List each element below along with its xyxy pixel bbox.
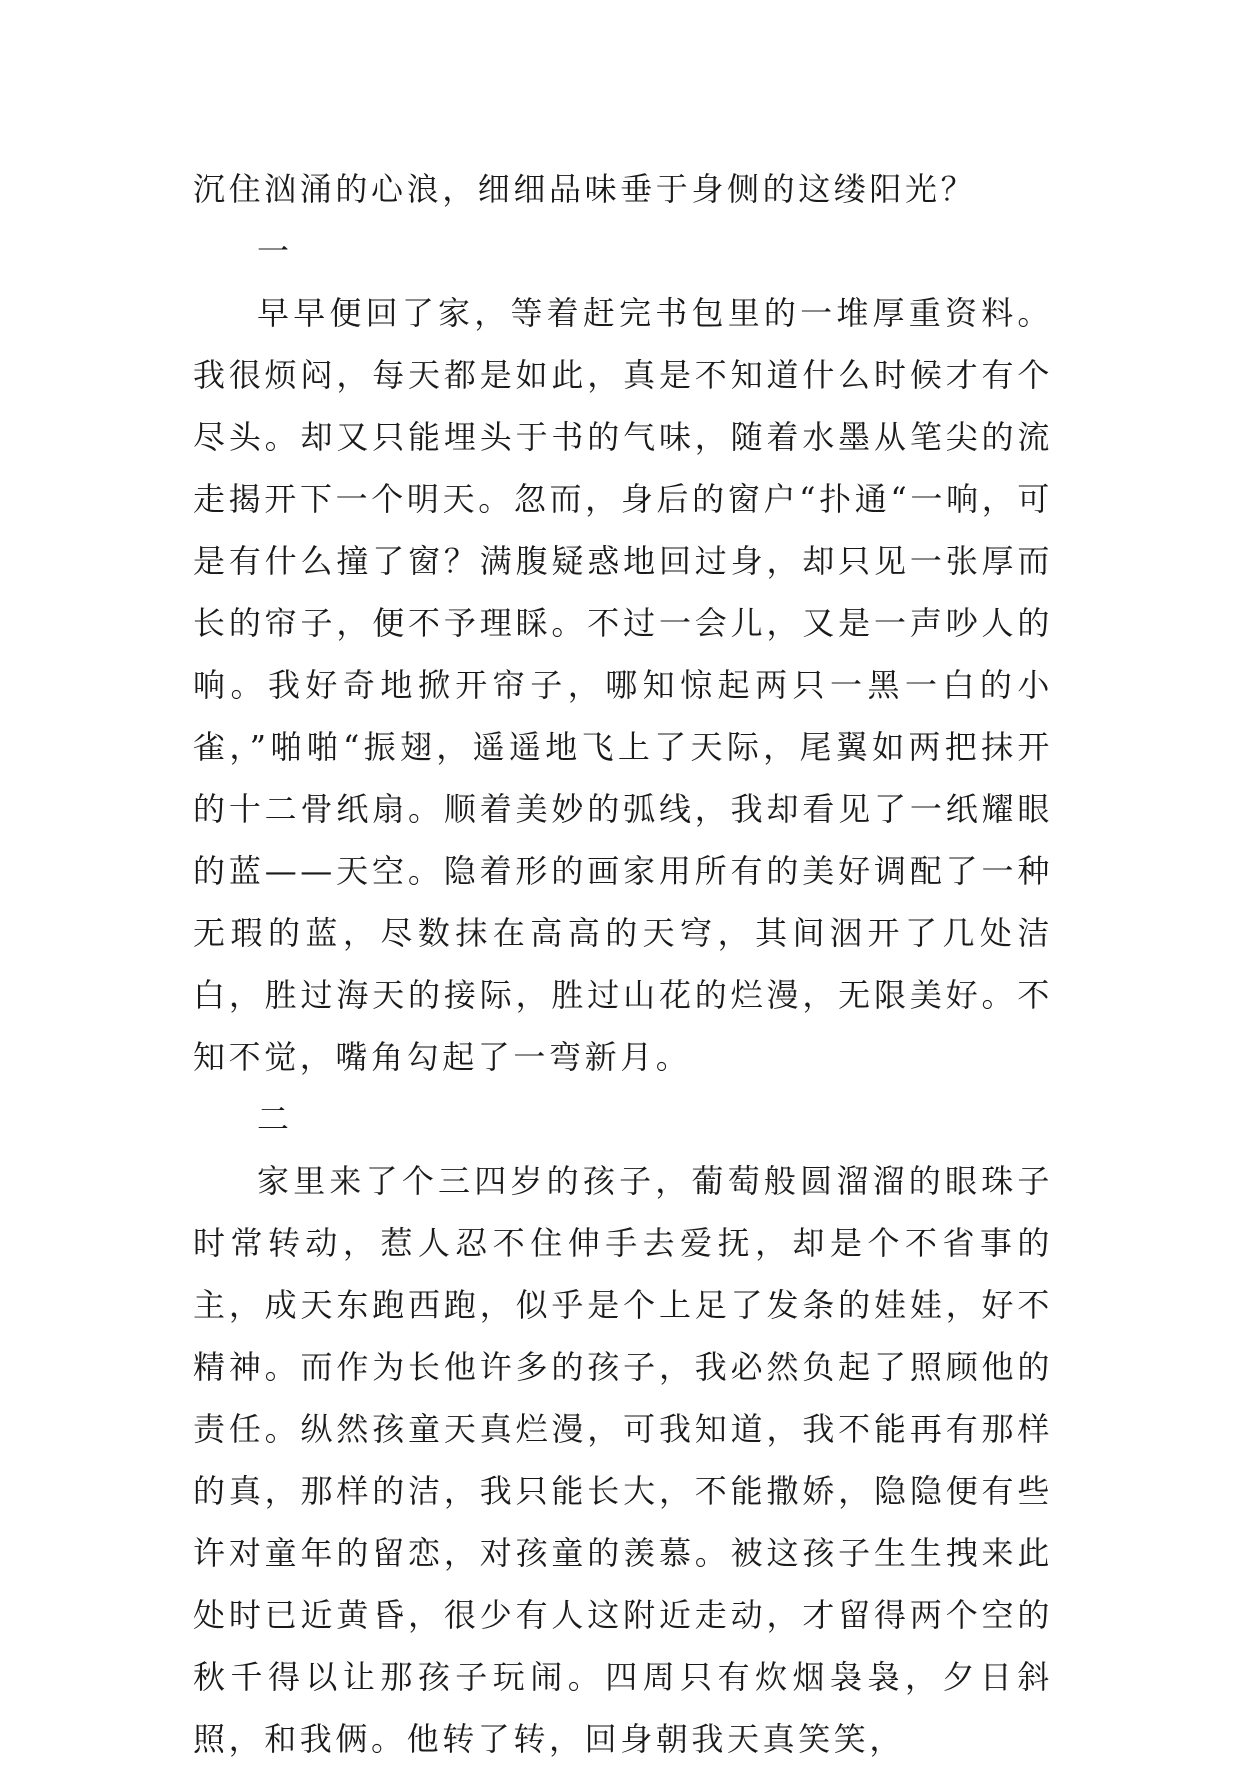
section-heading-one: 一: [257, 232, 293, 270]
paragraph-section-one: 早早便回了家，等着赶完书包里的一堆厚重资料。我很烦闷，每天都是如此，真是不知道什么时候才有个尽头。却又只能埋头于书的气味，随着水墨从笔尖的流走揭开下一个明天。忽而，身后的窗户“扑通“一响，可是有什么撞了窗？满腹疑惑地回过身，却只见一张厚而长的帘子，便不予理睬。不过一会儿，又是一声吵人的响。我好奇地掀开帘子，哪知惊起两只一黑一白的小雀，”啪啪“振翅，遥遥地飞上了天际，尾翼如两把抹开的十二骨纸扇。顺着美妙的弧线，我却看见了一纸耀眼的蓝——天空。隐着形的画家用所有的美好调配了一种无瑕的蓝，尽数抹在高高的天穹，其间洇开了几处洁白，胜过海天的接际，胜过山花的烂漫，无限美好。不知不觉，嘴角勾起了一弯新月。: [193, 294, 1053, 1076]
paragraph-section-two: 家里来了个三四岁的孩子，葡萄般圆溜溜的眼珠子时常转动，惹人忍不住伸手去爱抚，却是个不省事的主，成天东跑西跑，似乎是个上足了发条的娃娃，好不精神。而作为长他许多的孩子，我必然负起了照顾他的责任。纵然孩童天真烂漫，可我知道，我不能再有那样的真，那样的洁，我只能长大，不能撒娇，隐隐便有些许对童年的留恋，对孩童的羡慕。被这孩子生生拽来此处时已近黄昏，很少有人这附近走动，才留得两个空的秋千得以让那孩子玩闹。四周只有炊烟袅袅，夕日斜照，和我俩。他转了转，回身朝我天真笑笑，: [193, 1162, 1053, 1758]
paragraph-continuation: 沉住汹涌的心浪，细细品味垂于身侧的这缕阳光？: [193, 170, 977, 208]
essay-text-block: [193, 158, 1053, 1770]
section-heading-two: 二: [257, 1100, 293, 1138]
